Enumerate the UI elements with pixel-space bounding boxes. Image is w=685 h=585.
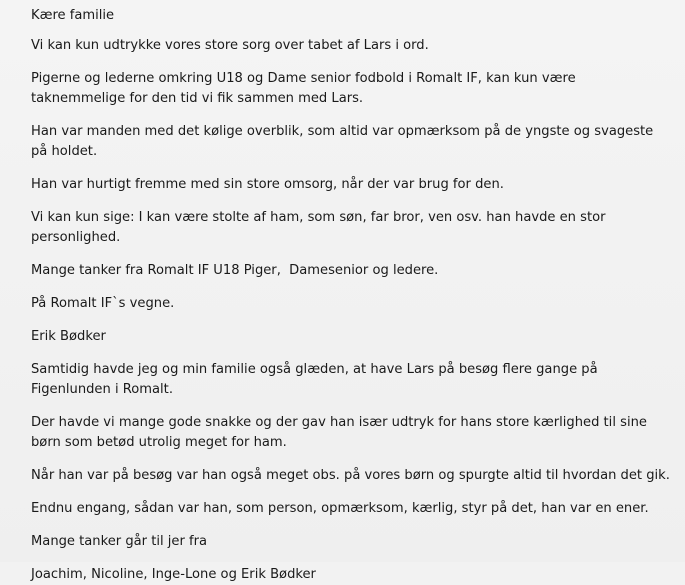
paragraph: Vi kan kun udtrykke vores store sorg over tabet af Lars i ord. — [31, 38, 429, 53]
paragraph: Han var manden med det kølige overblik, som altid var opmærksom på de yngste og svageste på holdet. — [31, 124, 658, 159]
paragraph: Mange tanker går til jer fra — [31, 534, 208, 549]
paragraph: Pigerne og lederne omkring U18 og Dame senior fodbold i Romalt IF, kan kun være taknemmelige for den tid vi fik sammen med Lars. — [31, 71, 580, 106]
paragraph: Han var hurtigt fremme med sin store omsorg, når der var brug for den. — [31, 177, 504, 192]
paragraph: Mange tanker fra Romalt IF U18 Piger, Damesenior og ledere. — [31, 263, 439, 278]
paragraph: På Romalt IF`s vegne. — [31, 296, 175, 311]
closing-signatures: Joachim, Nicoline, Inge-Lone og Erik Bødker — [31, 567, 316, 582]
paragraph: Endnu engang, sådan var han, som person, opmærksom, kærlig, styr på det, han var en ener. — [31, 501, 649, 516]
paragraph: Samtidig havde jeg og min familie også glæden, at have Lars på besøg flere gange på Figenlunden i Romalt. — [31, 362, 602, 397]
paragraph: Vi kan kun sige: I kan være stolte af ham, som søn, far bror, ven osv. han havde en stor personlighed. — [31, 210, 610, 245]
greeting: Kære familie — [31, 8, 115, 23]
signature-name: Erik Bødker — [31, 329, 106, 344]
paragraph: Der havde vi mange gode snakke og der gav han især udtryk for hans store kærlighed til sine børn som betød utrolig meget for ham. — [31, 415, 652, 450]
paragraph: Når han var på besøg var han også meget obs. på vores børn og spurgte altid til hvordan det gik. — [31, 468, 670, 483]
